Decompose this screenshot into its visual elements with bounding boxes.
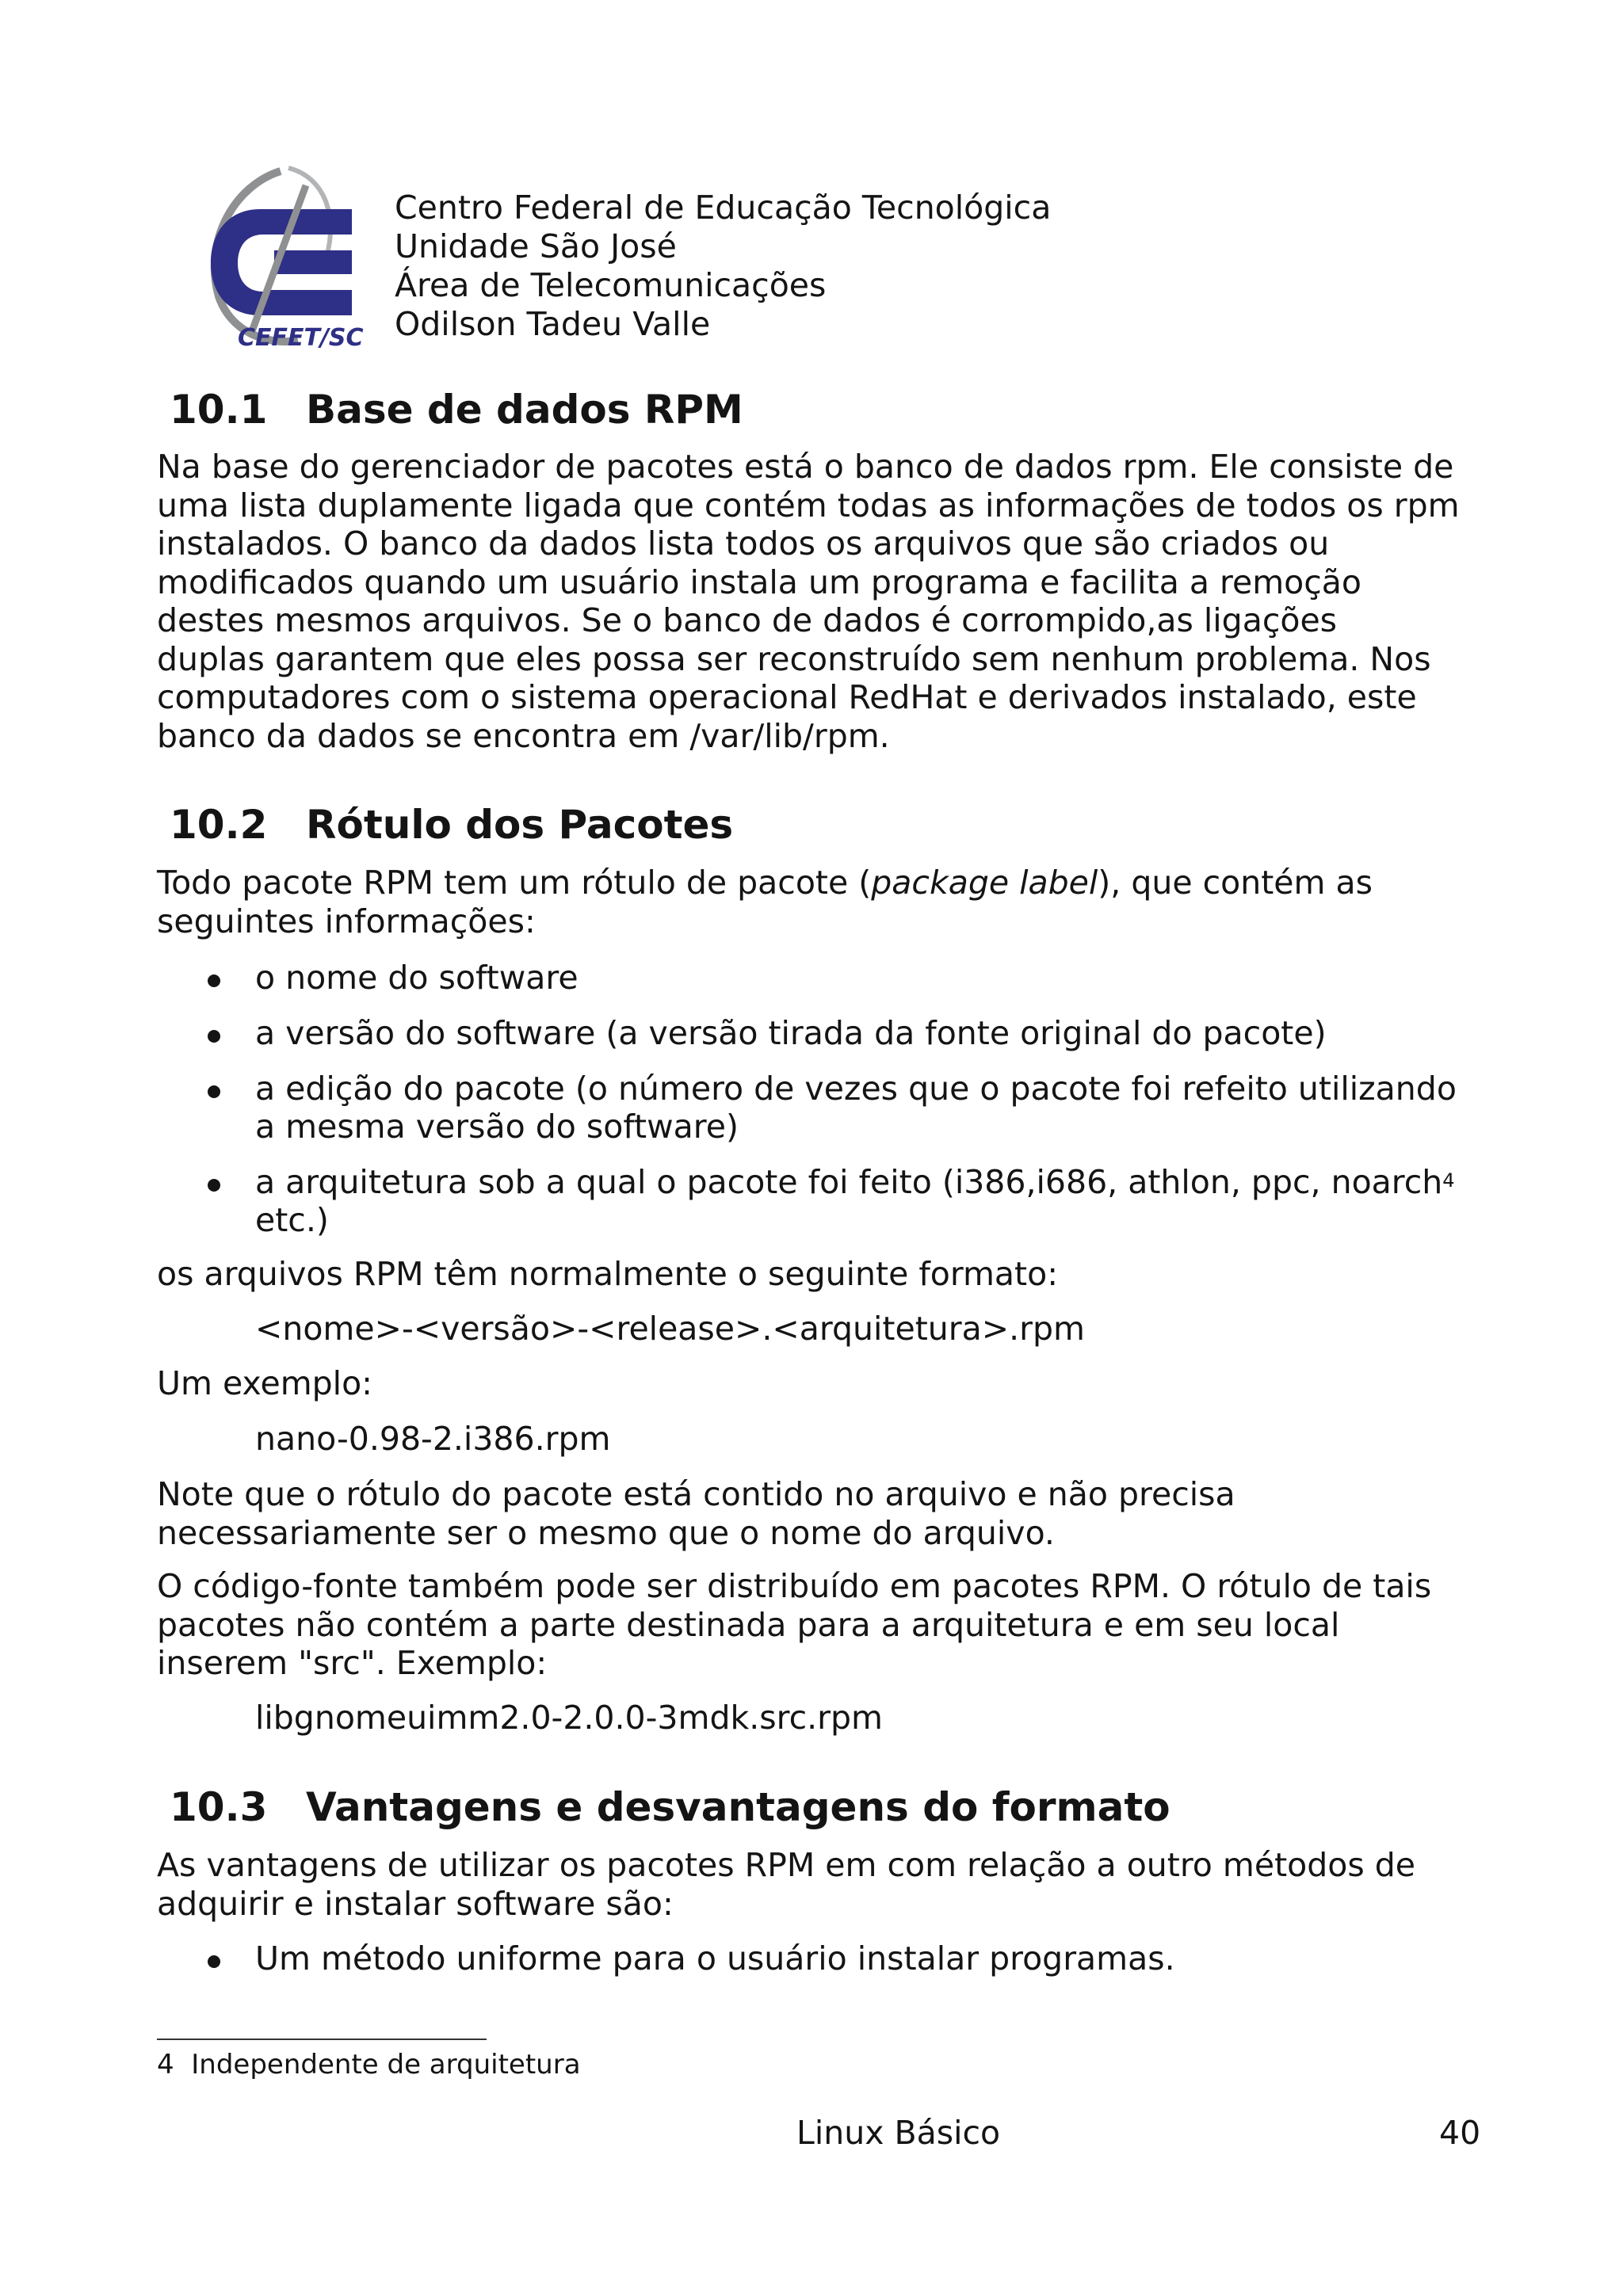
paragraph-line: modificados quando um usuário instala um programa e facilita a remoção [157, 563, 1361, 601]
paragraph-line: Um exemplo: [157, 1364, 372, 1402]
paragraph-line: O código-fonte também pode ser distribuído em pacotes RPM. O rótulo de tais [157, 1567, 1432, 1605]
section-number: 10.1 [170, 387, 268, 433]
paragraph-line: computadores com o sistema operacional RedHat e derivados instalado, este [157, 678, 1417, 716]
footer-title: Linux Básico [796, 2114, 1001, 2152]
note-paragraph [157, 1475, 1488, 1552]
cefet-logo [187, 162, 380, 352]
source-code: libgnomeuimm2.0-2.0.0-3mdk.src.rpm [255, 1699, 883, 1737]
section-10-3-paragraph [157, 1846, 1488, 1923]
paragraph-line: necessariamente ser o mesmo que o nome do arquivo. [157, 1513, 1055, 1552]
paragraph-line: destes mesmos arquivos. Se o banco de dados é corrompido,as ligações [157, 601, 1338, 639]
page-number: 40 [1439, 2114, 1481, 2152]
italic-term: package label [871, 864, 1098, 902]
bullet-icon [208, 1085, 220, 1098]
section-heading-10-2 [170, 802, 733, 848]
list-item-text: o nome do software [255, 959, 579, 997]
paragraph-line: Na base do gerenciador de pacotes está o banco de dados rpm. Ele consiste de [157, 448, 1454, 486]
paragraph-line: seguintes informações: [157, 902, 536, 940]
list-item-text: a edição do pacote (o número de vezes que o pacote foi refeito utilizando [255, 1070, 1457, 1108]
institution-block [395, 189, 1051, 344]
footnote-text: Independente de arquitetura [191, 2049, 581, 2081]
paragraph-line: pacotes não contém a parte destinada para a arquitetura e em seu local [157, 1605, 1340, 1644]
bullet-icon [208, 1030, 220, 1043]
section-title: Vantagens e desvantagens do formato [306, 1784, 1170, 1830]
section-heading-10-3 [170, 1784, 1170, 1830]
paragraph-line: As vantagens de utilizar os pacotes RPM em com relação a outro métodos de [157, 1846, 1415, 1884]
paragraph-line: banco da dados se encontra em /var/lib/rpm. [157, 716, 890, 755]
institution-line: Centro Federal de Educação Tecnológica [395, 189, 1052, 227]
list-item-text: Um método uniforme para o usuário instalar programas. [255, 1939, 1175, 1978]
bullet-icon [208, 1955, 220, 1968]
bullet-icon [208, 1179, 220, 1192]
section-title: Base de dados RPM [306, 387, 743, 433]
institution-line: Odilson Tadeu Valle [395, 305, 711, 343]
list-item-text: a mesma versão do software) [255, 1108, 739, 1146]
paragraph-line: duplas garantem que eles possa ser reconstruído sem nenhum problema. Nos [157, 639, 1431, 678]
list-item-text: etc.) [255, 1201, 329, 1239]
paragraph-line: inserem "src". Exemplo: [157, 1644, 548, 1682]
institution-line: Área de Telecomunicações [395, 266, 827, 304]
list-item-text [255, 1163, 1455, 1207]
list-item-line: a arquitetura sob a qual o pacote foi feito (i386,i686, athlon, ppc, noarch [255, 1163, 1443, 1201]
section-heading-10-1 [170, 387, 743, 433]
section-10-2-intro [157, 864, 1488, 940]
section-title: Rótulo dos Pacotes [306, 802, 734, 848]
intro-text: Todo pacote RPM tem um rótulo de pacote ( [157, 864, 872, 902]
paragraph-line: adquirir e instalar software são: [157, 1884, 674, 1923]
list-item-text: a versão do software (a versão tirada da fonte original do pacote) [255, 1014, 1327, 1052]
example-intro [157, 1364, 1488, 1403]
paragraph-line: os arquivos RPM têm normalmente o seguinte formato: [157, 1255, 1059, 1293]
source-paragraph [157, 1567, 1488, 1683]
section-10-1-paragraph [157, 448, 1488, 755]
paragraph-line: instalados. O banco da dados lista todos os arquivos que são criados ou [157, 524, 1330, 563]
footnote-divider [157, 2039, 487, 2040]
paragraph-line: Note que o rótulo do pacote está contido no arquivo e não precisa [157, 1475, 1235, 1513]
footnote-mark[interactable]: 4 [1442, 1169, 1455, 1192]
example-code: nano-0.98-2.i386.rpm [255, 1420, 611, 1458]
institution-line: Unidade São José [395, 227, 677, 265]
svg-text:CEFET/SC: CEFET/SC [238, 324, 364, 352]
paragraph-line [157, 864, 1488, 902]
format-intro [157, 1255, 1488, 1294]
footnote-number: 4 [157, 2049, 174, 2081]
paragraph-line: uma lista duplamente ligada que contém todas as informações de todos os rpm [157, 486, 1460, 524]
footnote [157, 2049, 581, 2081]
format-code: <nome>-<versão>-<release>.<arquitetura>.rpm [255, 1310, 1085, 1348]
intro-text: ), que contém as [1098, 864, 1373, 902]
bullet-icon [208, 974, 220, 987]
section-number: 10.2 [170, 802, 268, 848]
section-number: 10.3 [170, 1784, 268, 1830]
